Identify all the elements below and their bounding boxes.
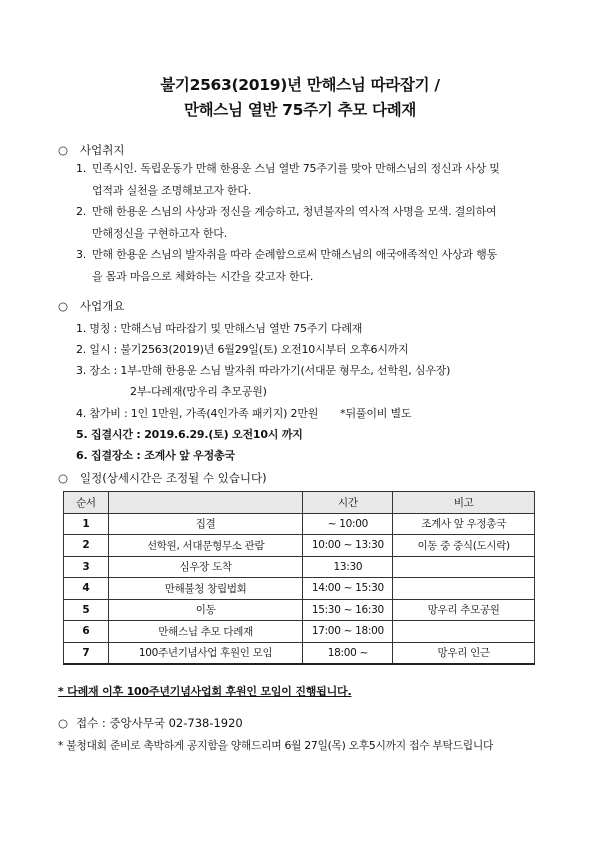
row-note: 이동 중 중식(도시락) (393, 535, 535, 557)
purpose-heading (58, 142, 124, 158)
overview-place-part2: 2부-다례재(망우리 추모공원) (130, 385, 267, 398)
purpose-item-text: 만해 한용운 스님의 사상과 정신을 계승하고, 청년불자의 역사적 사명을 모색. 결의하여 (92, 205, 497, 218)
purpose-item-text-cont: 만해정신을 구현하고자 한다. (92, 226, 228, 240)
circle-bullet-icon: ○ (58, 143, 69, 157)
table-row (64, 621, 535, 643)
row-order: 2 (64, 535, 109, 557)
row-event: 만해불청 창립법회 (108, 578, 303, 600)
overview-datetime: 2. 일시 : 불기2563(2019)년 6월29일(토) 오전10시부터 오후6시까지 (76, 343, 409, 356)
row-note (393, 578, 535, 600)
row-time: 15:30 ~ 16:30 (303, 599, 393, 621)
contact-line (58, 715, 243, 731)
row-note (393, 621, 535, 643)
row-note (393, 556, 535, 578)
row-event: 이동 (108, 599, 303, 621)
table-row (64, 513, 535, 535)
purpose-item-text: 민족시인. 독립운동가 만해 한용운 스님 열반 75주기를 맞아 만해스님의 정신과 사상 및 (92, 162, 500, 175)
row-note: 망우리 추모공원 (393, 599, 535, 621)
row-order: 7 (64, 642, 109, 664)
purpose-item-text-cont: 업적과 실천을 조명해보고자 한다. (92, 183, 252, 197)
purpose-item-text: 만해 한용운 스님의 발자취을 따라 순례함으로써 만해스님의 애국애족적인 사상과 행동 (92, 248, 498, 261)
row-time: 10:00 ~ 13:30 (303, 535, 393, 557)
column-header-order: 순서 (64, 492, 109, 514)
table-row (64, 556, 535, 578)
row-time: 13:30 (303, 556, 393, 578)
row-event: 만해스님 추모 다례재 (108, 621, 303, 643)
footnote-gathering: * 다례재 이후 100주년기념사업회 후원인 모임이 진행됩니다. (58, 685, 352, 698)
row-event: 집결 (108, 513, 303, 535)
purpose-item (76, 244, 556, 287)
row-time: 14:00 ~ 15:30 (303, 578, 393, 600)
registration-request-note: * 불청대회 준비로 촉박하게 공지함을 양해드리며 6월 27일(목) 오후5시까지 접수 부탁드립니다 (58, 739, 494, 752)
overview-fee-note: *뒤풀이비 별도 (340, 407, 412, 420)
overview-fee (76, 405, 411, 421)
purpose-item-number: 2. (76, 205, 87, 218)
schedule-heading-text: 일정(상세시간은 조정될 수 있습니다) (80, 471, 267, 485)
column-header-time: 시간 (303, 492, 393, 514)
row-order: 6 (64, 621, 109, 643)
circle-bullet-icon: ○ (58, 299, 69, 313)
schedule-heading (58, 470, 267, 486)
table-row (64, 599, 535, 621)
row-time: 17:00 ~ 18:00 (303, 621, 393, 643)
row-event: 선학원, 서대문형무소 관람 (108, 535, 303, 557)
table-header-row (64, 492, 535, 514)
overview-place: 3. 장소 : 1부-만해 한용운 스님 발자취 따라가기(서대문 형무소, 선학원, 심우장) (76, 364, 451, 377)
overview-heading (58, 298, 124, 314)
document-title-line1: 불기2563(2019)년 만해스님 따라잡기 / (160, 76, 440, 94)
overview-gather-place: 6. 집결장소 : 조계사 앞 우정총국 (76, 449, 235, 462)
overview-heading-text: 사업개요 (80, 299, 125, 313)
row-order: 3 (64, 556, 109, 578)
row-order: 4 (64, 578, 109, 600)
table-row (64, 578, 535, 600)
row-order: 1 (64, 513, 109, 535)
row-event: 심우장 도착 (108, 556, 303, 578)
circle-bullet-icon: ○ (58, 471, 69, 485)
table-row (64, 535, 535, 557)
circle-bullet-icon: ○ (58, 716, 69, 730)
overview-fee-text: 4. 참가비 : 1인 1만원, 가족(4인가족 패키지) 2만원 (76, 407, 319, 420)
column-header-event (108, 492, 303, 514)
row-note: 조계사 앞 우정총국 (393, 513, 535, 535)
purpose-item (76, 201, 556, 244)
column-header-note: 비고 (393, 492, 535, 514)
purpose-item-number: 1. (76, 162, 87, 175)
purpose-heading-text: 사업취지 (80, 143, 125, 157)
overview-gather-time: 5. 집결시간 : 2019.6.29.(토) 오전10시 까지 (76, 428, 303, 441)
schedule-table (63, 491, 535, 665)
document-title-line2: 만해스님 열반 75주기 추모 다례재 (183, 101, 417, 119)
row-event: 100주년기념사업 후원인 모임 (108, 642, 303, 664)
row-time: ~ 10:00 (303, 513, 393, 535)
row-order: 5 (64, 599, 109, 621)
purpose-item (76, 158, 556, 201)
table-row (64, 642, 535, 664)
overview-name: 1. 명칭 : 만해스님 따라잡기 및 만해스님 열반 75주기 다례재 (76, 322, 363, 335)
row-note: 망우리 인근 (393, 642, 535, 664)
contact-text: 접수 : 중앙사무국 02-738-1920 (76, 716, 243, 730)
purpose-item-text-cont: 을 몸과 마음으로 체화하는 시간을 갖고자 한다. (92, 269, 314, 283)
row-time: 18:00 ~ (303, 642, 393, 664)
purpose-item-number: 3. (76, 248, 87, 261)
